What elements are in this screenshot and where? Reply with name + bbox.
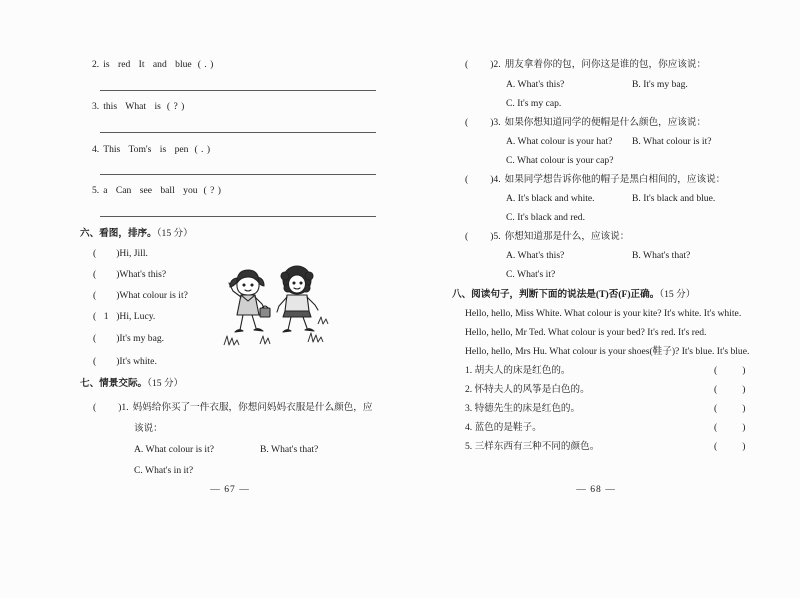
dialogue-text: Hi, Lucy. (119, 311, 156, 322)
answer-blank (465, 231, 493, 243)
reading-passage-line: Hello, hello, Mrs Hu. What colour is your shoes(鞋子)? It's blue. It's blue. (465, 346, 750, 357)
picture-order-item (93, 269, 166, 281)
blank-close: ) (116, 269, 120, 280)
answer-blank (93, 402, 121, 414)
option-a: A. It's black and white. (506, 193, 595, 204)
option-b: B. It's my bag. (632, 79, 688, 90)
reading-passage-line: Hello, hello, Mr Ted. What colour is your bed? It's red. It's red. (465, 327, 707, 338)
blank-close: ) (116, 356, 120, 367)
blank-close: ) (116, 311, 120, 322)
item-number: 2. (92, 59, 100, 70)
question-stem: 你想知道那是什么，应该说： (504, 231, 630, 242)
picture-order-item (93, 248, 148, 260)
option-c: C. It's my cap. (506, 98, 562, 109)
blank-open: ( (714, 384, 718, 395)
option-c: C. It's black and red. (506, 212, 585, 223)
true-false-statement: 1. 胡夫人的床是红色的。 (465, 365, 571, 376)
blank-open: ( (714, 365, 718, 376)
option-c: C. What's in it? (134, 465, 194, 476)
question-stem: 妈妈给你买了一件衣服，你想问妈妈衣服是什么颜色，应 (132, 402, 373, 413)
answer-blank (714, 384, 745, 396)
blank-close: ) (742, 403, 746, 414)
situation-question (465, 231, 629, 243)
answer-line (100, 132, 376, 133)
answer-blank (93, 333, 119, 345)
blank-close: ) (116, 248, 120, 259)
answer-blank (714, 403, 745, 415)
blank-open: ( (465, 231, 469, 242)
reorder-item (92, 59, 213, 71)
answer-blank (465, 59, 493, 71)
blank-close: ) (118, 402, 122, 413)
end-punctuation: ( ? ) (203, 185, 221, 196)
picture-order-item (93, 356, 157, 368)
blank-open: ( (714, 422, 718, 433)
blank-open: ( (93, 402, 97, 413)
dialogue-text: Hi, Jill. (119, 248, 148, 259)
section-title: 六、看图，排序。 (80, 228, 157, 239)
answer-blank (93, 290, 119, 302)
blank-open: ( (465, 174, 469, 185)
option-a: A. What's this? (506, 79, 565, 90)
item-number: 5. (92, 185, 100, 196)
girl-left-figure (229, 270, 270, 332)
situation-question (465, 59, 706, 71)
section-8-heading (452, 289, 695, 301)
answer-blank (714, 365, 745, 377)
question-stem: 如果你想知道同学的便帽是什么颜色，应该说： (504, 117, 707, 128)
end-punctuation: ( . ) (194, 144, 211, 155)
section-7-heading (80, 378, 183, 390)
question-number: 4. (493, 174, 501, 185)
scrambled-words: this What is (103, 101, 161, 112)
situation-question (465, 117, 706, 129)
blank-close: ) (116, 290, 120, 301)
blank-open: ( (714, 403, 718, 414)
answer-blank (93, 269, 119, 281)
blank-close: ) (742, 384, 746, 395)
question-stem: 朋友拿着你的包，问你这是谁的包，你应该说： (504, 59, 707, 70)
question-number: 1. (121, 402, 129, 413)
blank-open: ( (93, 311, 97, 322)
blank-open: ( (465, 117, 469, 128)
blank-close: ) (742, 365, 746, 376)
scrambled-words: is red It and blue (103, 59, 192, 70)
answer-line (100, 216, 376, 217)
section-score: （15 分） (156, 228, 193, 239)
end-punctuation: ( . ) (197, 59, 214, 70)
answer-blank (93, 248, 119, 260)
section-title: 七、情景交际。 (80, 378, 148, 389)
reorder-item (92, 185, 221, 197)
two-girls-illustration (222, 264, 330, 348)
answer-line (100, 174, 376, 175)
option-c: C. What's it? (506, 269, 556, 280)
dialogue-text: It's my bag. (119, 333, 165, 344)
section-6-heading (80, 228, 193, 240)
blank-close: ) (490, 117, 494, 128)
blank-open: ( (93, 290, 97, 301)
question-stem: 如果同学想告诉你他的帽子是黑白相间的，应该说： (504, 174, 726, 185)
blank-close: ) (490, 231, 494, 242)
option-b: B. What colour is it? (632, 136, 712, 147)
end-punctuation: ( ? ) (166, 101, 185, 112)
answer-blank (93, 311, 119, 323)
blank-open: ( (93, 269, 97, 280)
section-score: （15 分） (659, 289, 696, 300)
situation-question (93, 402, 372, 414)
dialogue-text: What's this? (119, 269, 167, 280)
girl-right-figure (277, 266, 318, 332)
picture-order-item (93, 311, 155, 323)
answer-blank (465, 117, 493, 129)
blank-close: ) (742, 441, 746, 452)
situation-question (465, 174, 725, 186)
picture-order-item (93, 290, 188, 302)
blank-open: ( (93, 356, 97, 367)
option-a: A. What colour is your hat? (506, 136, 613, 147)
page-number: — 67 — (210, 484, 250, 495)
option-c: C. What colour is your cap? (506, 155, 614, 166)
scrambled-words: This Tom's is pen (103, 144, 189, 155)
question-number: 5. (493, 231, 501, 242)
blank-close: ) (116, 333, 120, 344)
answer-blank (714, 441, 745, 453)
item-number: 4. (92, 144, 100, 155)
blank-open: ( (93, 248, 97, 259)
blank-open: ( (465, 59, 469, 70)
page-number: — 68 — (576, 484, 616, 495)
answer-blank (93, 356, 119, 368)
answer-blank (465, 174, 493, 186)
dialogue-text: What colour is it? (119, 290, 188, 301)
blank-open: ( (93, 333, 97, 344)
blank-open: ( (714, 441, 718, 452)
true-false-statement: 4. 蓝色的是鞋子。 (465, 422, 542, 433)
blank-answer: 1 (103, 311, 109, 322)
blank-close: ) (742, 422, 746, 433)
question-stem-continued: 该说： (134, 423, 163, 434)
question-number: 2. (493, 59, 501, 70)
section-score: （15 分） (147, 378, 184, 389)
reorder-item (92, 101, 184, 113)
answer-line (100, 90, 376, 91)
question-number: 3. (493, 117, 501, 128)
option-b: B. What's that? (632, 250, 691, 261)
reading-passage-line: Hello, hello, Miss White. What colour is your kite? It's white. It's white. (465, 308, 742, 319)
true-false-statement: 5. 三样东西有三种不同的颜色。 (465, 441, 600, 452)
answer-blank (714, 422, 745, 434)
true-false-statement: 3. 特德先生的床是红色的。 (465, 403, 581, 414)
option-a: A. What colour is it? (134, 444, 215, 455)
reorder-item (92, 144, 210, 156)
true-false-statement: 2. 怀特夫人的风筝是白色的。 (465, 384, 590, 395)
picture-order-item (93, 333, 164, 345)
blank-close: ) (490, 174, 494, 185)
option-b: B. What's that? (260, 444, 319, 455)
section-title: 八、阅读句子，判断下面的说法是(T)否(F)正确。 (452, 289, 660, 300)
option-a: A. What's this? (506, 250, 565, 261)
dialogue-text: It's white. (119, 356, 157, 367)
scrambled-words: a Can see ball you (103, 185, 198, 196)
option-b: B. It's black and blue. (632, 193, 716, 204)
item-number: 3. (92, 101, 100, 112)
blank-close: ) (490, 59, 494, 70)
